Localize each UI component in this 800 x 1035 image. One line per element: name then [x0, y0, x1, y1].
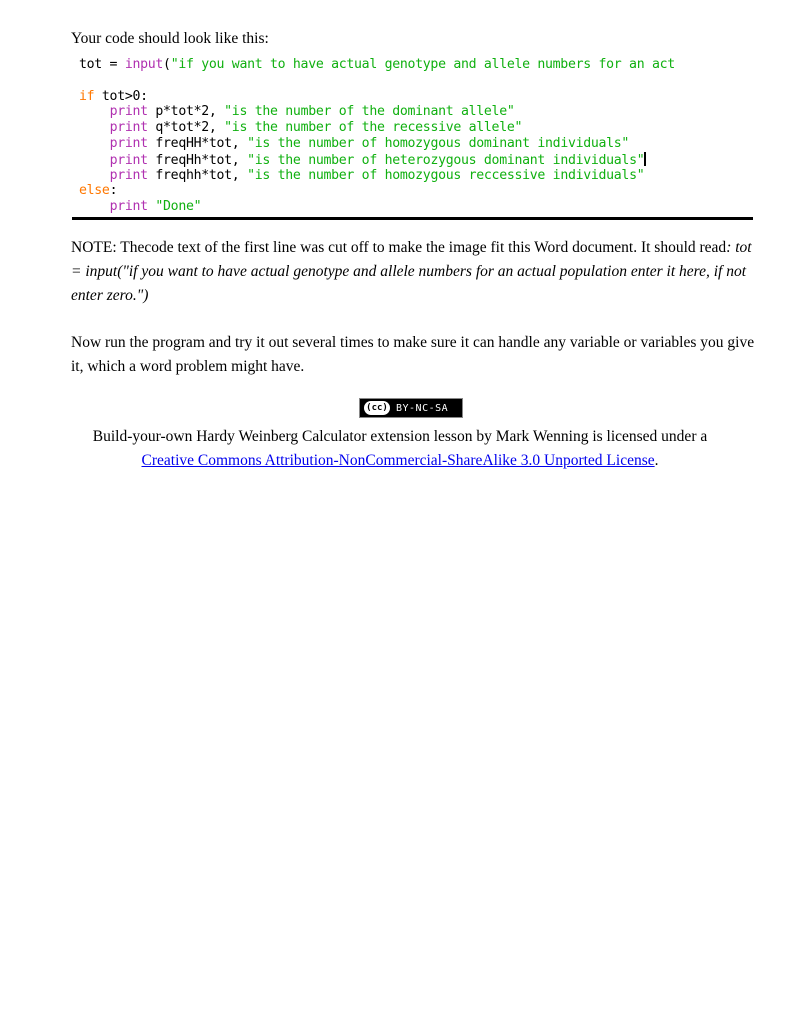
code-line [79, 152, 751, 168]
cc-icon: (cc) [364, 401, 390, 415]
license-link[interactable]: Creative Commons Attribution-NonCommercial-ShareAlike 3.0 Unported License [141, 452, 655, 469]
code-token-plain: freqHh*tot, [147, 152, 248, 168]
code-token-plain: p*tot*2, [147, 104, 225, 120]
code-token-str: "is the number of homozygous reccessive individuals" [247, 167, 645, 183]
code-line [79, 120, 751, 136]
code-line [79, 89, 751, 105]
code-token-plain [79, 199, 110, 214]
code-token-bi: print [109, 135, 148, 151]
code-token-str: "is the number of the recessive allele" [224, 120, 523, 136]
code-line [79, 104, 751, 120]
license-text: Build-your-own Hardy Weinberg Calculator extension lesson by Mark Wenning is licensed under a [92, 428, 708, 445]
code-line [79, 136, 751, 152]
code-token-bi: print [109, 120, 148, 136]
code-line [79, 183, 751, 199]
code-token-kw: else [79, 183, 110, 199]
code-token-plain [79, 104, 110, 119]
code-token-str: "is the number of heterozygous dominant individuals" [247, 152, 645, 168]
license-link-line [0, 449, 800, 473]
code-line [79, 199, 751, 215]
code-token-kw: if [79, 88, 95, 104]
code-token-str: "Done" [155, 199, 202, 215]
code-token-str: "if you want to have actual genotype and allele numbers for an act [170, 57, 675, 72]
code-token-plain: q*tot*2, [147, 120, 225, 136]
license-end: . [654, 452, 659, 469]
text-cursor [644, 152, 646, 166]
code-token-plain: tot = [79, 57, 125, 72]
intro-text: Your code should look like this: [71, 30, 269, 47]
code-token-str: "is the number of homozygous dominant individuals" [247, 135, 630, 151]
note-colon: : [726, 239, 732, 256]
code-token-plain: freqHH*tot, [147, 135, 248, 151]
cc-license-badge[interactable] [359, 398, 463, 418]
note-paragraph [71, 236, 761, 308]
note-lead: NOTE: Thecode text of the first line was cut off to make the image fit this Word document. It should read [71, 239, 727, 256]
code-token-bi: print [109, 167, 148, 183]
code-token-plain [79, 153, 110, 168]
code-screenshot [72, 54, 753, 220]
code-token-plain [79, 168, 110, 183]
code-token-plain [79, 120, 110, 135]
code-token-plain: tot>0: [94, 88, 148, 104]
code-token-plain: freqhh*tot, [147, 167, 248, 183]
code-block [79, 57, 751, 215]
code-token-plain: ( [163, 57, 171, 72]
code-line [79, 57, 751, 73]
code-token-str: "is the number of the dominant allele" [224, 104, 515, 120]
badge-label: BY-NC-SA [396, 402, 449, 414]
code-line [79, 73, 751, 89]
code-token-bi: input [124, 57, 164, 72]
code-token-plain: : [109, 183, 118, 199]
code-token-plain [79, 136, 110, 151]
code-token-bi: print [109, 199, 148, 215]
code-token-bi: print [109, 152, 148, 168]
note-corrected-code: tot = input("if you want to have actual genotype and allele numbers for an actual population enter it here, if not enter zero.") [71, 239, 752, 304]
code-line [79, 168, 751, 184]
instructions-paragraph: Now run the program and try it out several times to make sure it can handle any variable or variables you give it, which a word problem might have. [71, 334, 755, 375]
code-token-bi: print [109, 104, 148, 120]
